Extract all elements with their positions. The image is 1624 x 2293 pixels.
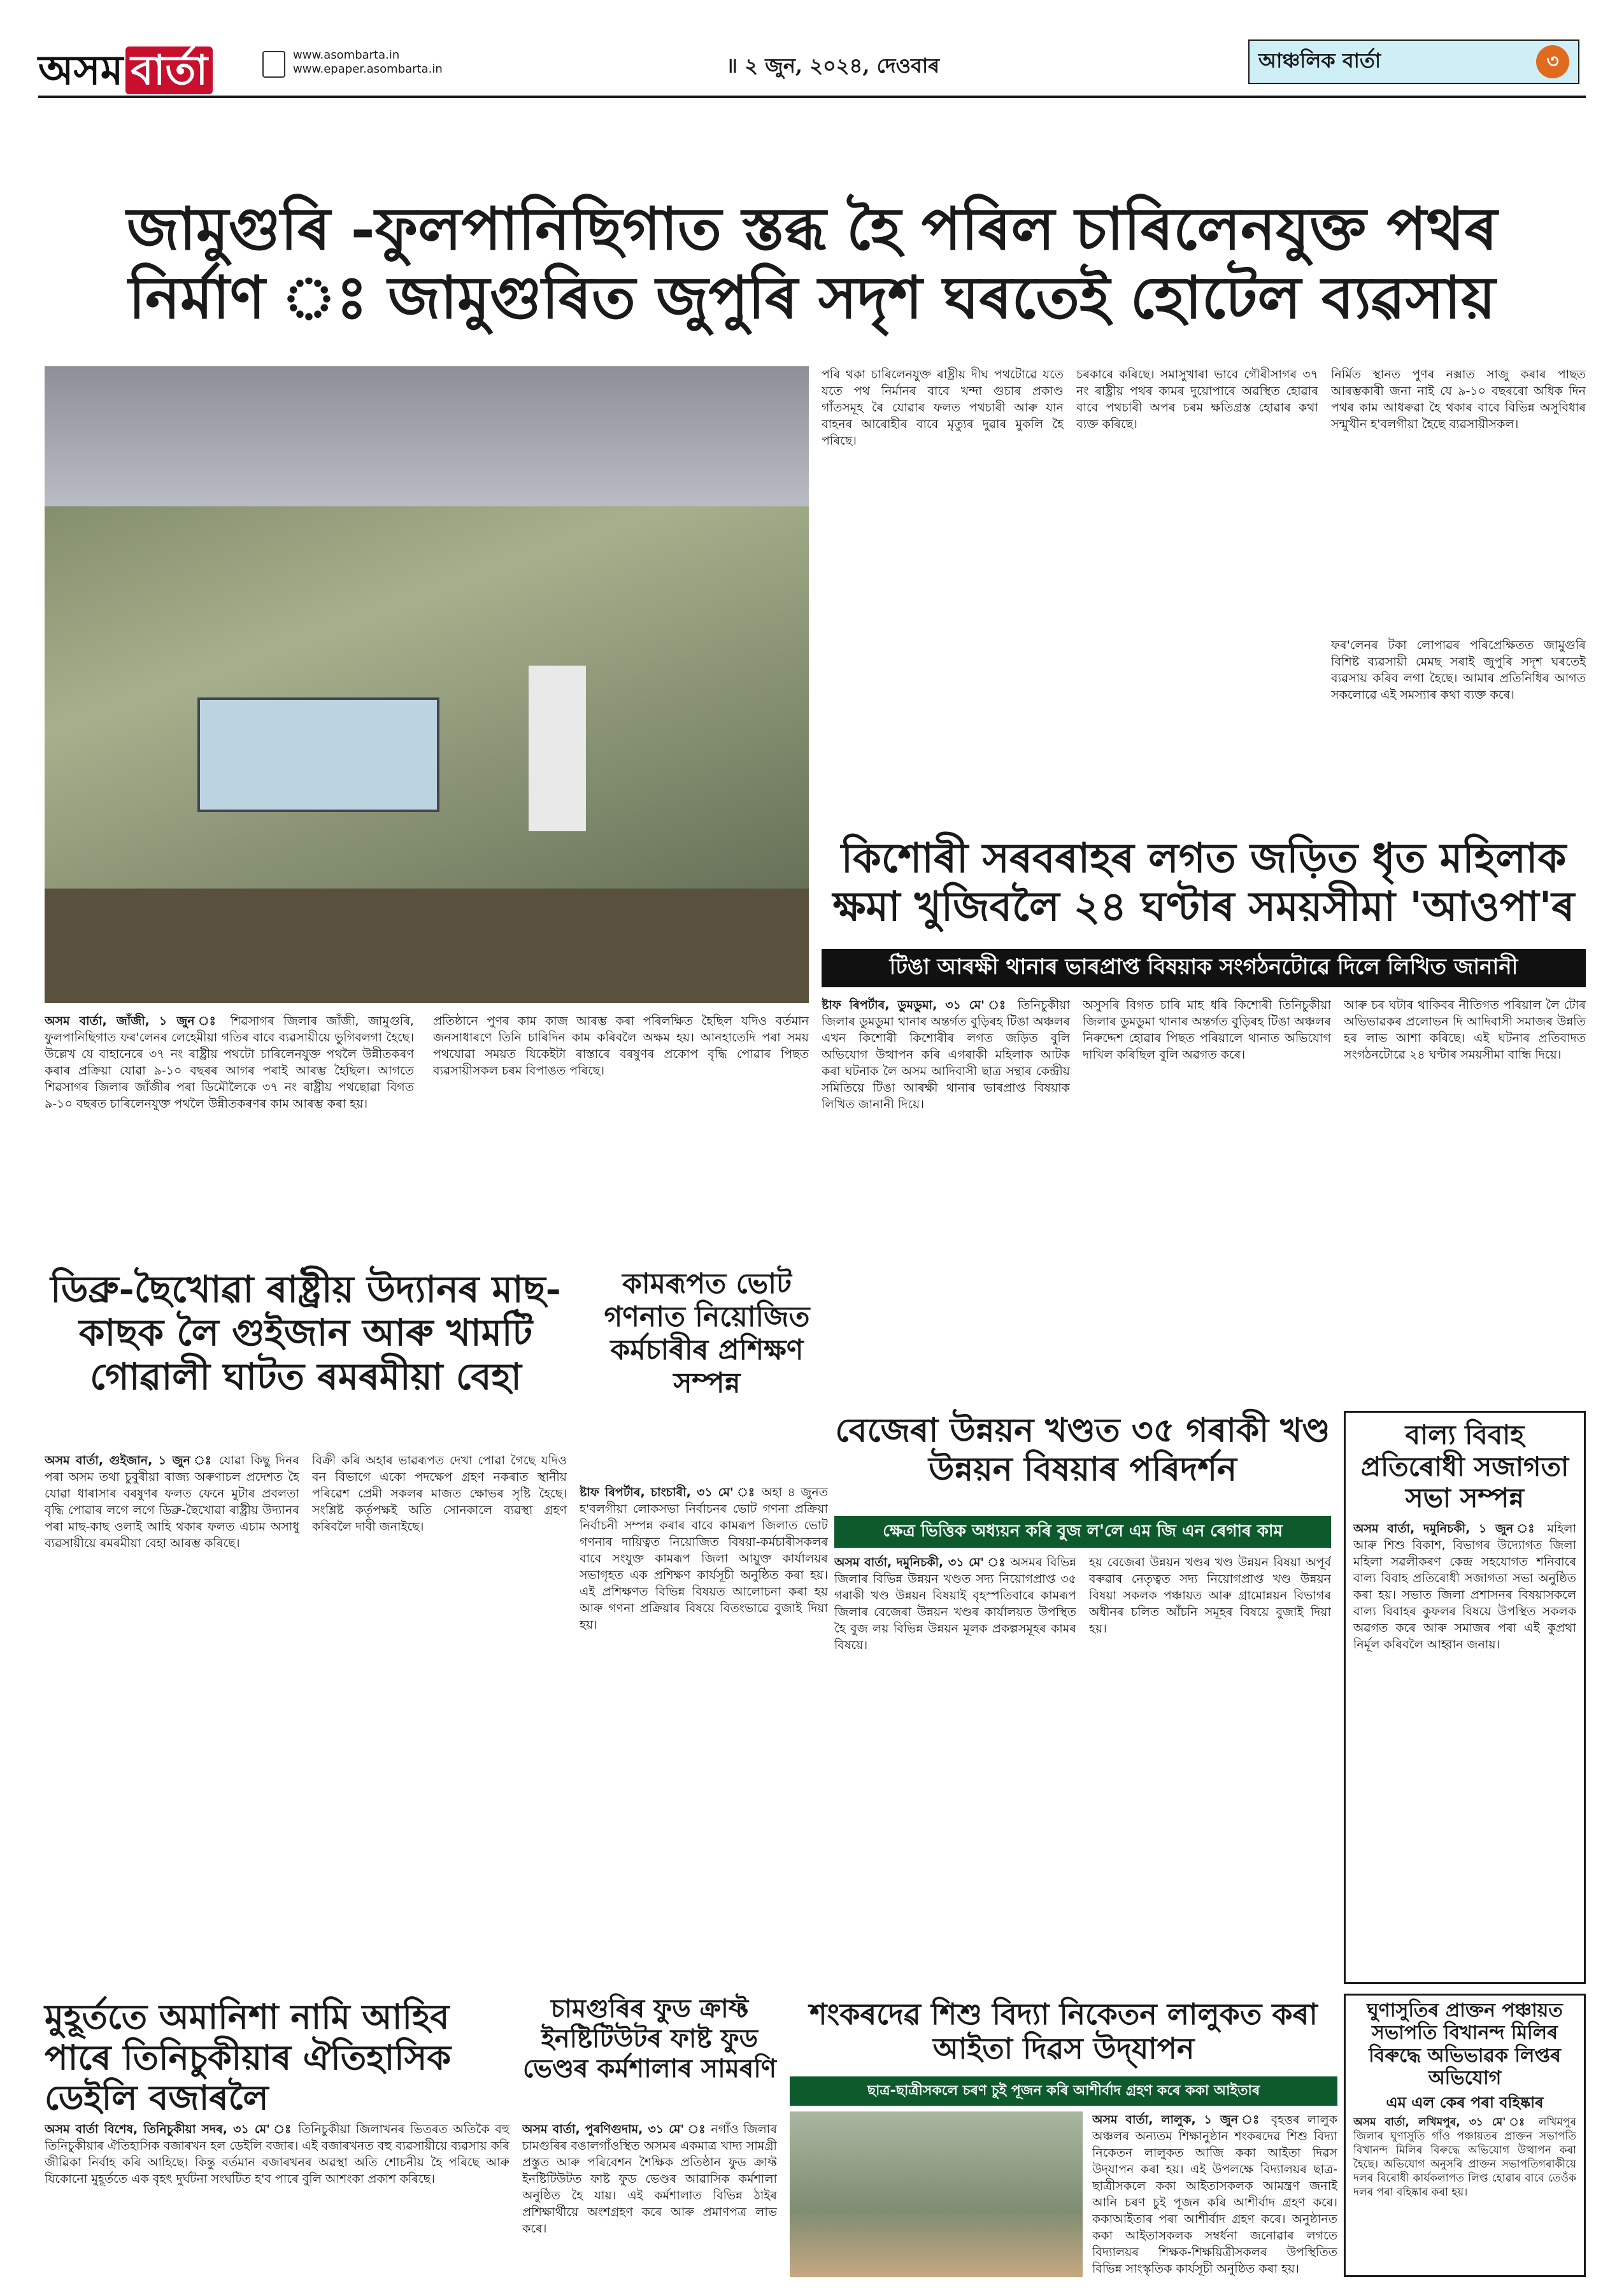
lead-headline[interactable]: জামুগুৰি -ফুলপানিছিগাত স্তব্ধ হৈ পৰিল চাৰিলেনযুক্ত পথৰ নিৰ্মাণ ঃ জামুগুৰিত জুপুৰি সদৃশ ঘৰতেই হোটেল ব্যৱসায় [126, 194, 1498, 332]
balya-byline: অসম বাৰ্তা, দমুনিচকী, ১ জুন ঃ [1353, 1521, 1539, 1536]
shankar-body-2: ককাআইতাৰ পৰা আশীৰ্বাদ গ্ৰহণ কৰে। অনুষ্ঠানত ককা আইতাসকলক সম্বৰ্ধনা জনোৱাৰ লগতে বিদ্যালয়ৰ শিক্ষক-শিক্ষয়িত্ৰীসকলৰ উপস্থিতিত বিভিন্ন সাংস্কৃতিক কাৰ্যসূচী অনুষ্ঠিত কৰা হয়। [1092, 2212, 1337, 2276]
issue-date: ॥ ২ জুন, ২০২৪, দেওবাৰ [726, 54, 940, 78]
shankar-photo [790, 2111, 1083, 2277]
chamguri-headline[interactable]: চামগুৰিৰ ফুড ক্ৰাফ্ট ইনষ্টিটিউটৰ ফাষ্ট ফুড ভেণ্ডৰ কৰ্মশালাৰ সামৰণি [522, 1994, 777, 2084]
shankar-byline: অসম বাৰ্তা, লালুক, ১ জুন ঃ [1092, 2113, 1264, 2127]
bezera-body-1: অসমৰ বিভিন্ন জিলাৰ বিভিন্ন উন্নয়ন খণ্ডত সদ্য নিয়োগপ্ৰাপ্ত ৩৫ গৰাকী খণ্ড উন্নয়ন বিষয়াই বৃহস্পতিবাৰে কামৰূপ জিলাৰ বেজেৰা উন্নয়ন খণ্ডৰ কাৰ্যালয়ত উপস্থিত হৈ বুজ লয় বিভিন্ন উন্নয়ন মূলক প্ৰকল্পসমূহৰ কামৰ বিষয়ে। [834, 1555, 1076, 1652]
kishori-body-3: আৰু চৰ ঘটাৰ থাকিবৰ নীতিগত পৰিয়াল লৈ টোৰ অভিভাৱকৰ প্ৰলোভন দি আদিবাসী সমাজৰ উন্নতি হৰ লাভ আশা কৰিছে। এই ঘটনাৰ প্ৰতিবাদত সংগঠনটোৱে ২৪ ঘণ্টাৰ সময়সীমা বান্ধি দিয়ে। [1344, 998, 1586, 1062]
dibru-headline[interactable]: ডিব্ৰু-ছৈখোৱা ৰাষ্ট্ৰীয় উদ্যানৰ মাছ-কাছক লৈ গুইজান আৰু খামটি গোৱালী ঘাটত ৰমৰমীয়া বেহা [50, 1268, 561, 1398]
bezera-headline[interactable]: বেজেৰা উন্নয়ন খণ্ডত ৩৫ গৰাকী খণ্ড উন্নয়ন বিষয়াৰ পৰিদৰ্শন [835, 1411, 1330, 1489]
lead-body-1: শিৱসাগৰ জিলাৰ জাঁজী, জামুগুৰি, ফুলপানিছিগাত ফৰ'লেনৰ লেহেমীয়া গতিৰ বাবে ব্যৱসায়ীয়ে ভুগিবলগা হৈছে। উল্লেখ যে বাহানেৰে ৩৭ নং ৰাষ্ট্ৰীয় পথটো চাৰিলেনযুক্ত পথলৈ উন্নীতকৰণ কৰাৰ প্ৰক্ৰিয়া যোৱা ৯-১০ বছৰৰ আগৰ পৰাই আৰম্ভ হৈছিল। আগতে শিৱসাগৰ জিলাৰ জাঁজীৰ পৰা ডিমৌলৈকে ৩৭ নং ৰাষ্ট্ৰীয় পথছোৱা বিগত ৯-১০ বছৰত চাৰিলেনযুক্ত পথলৈ উন্নীতকৰণৰ কাম আৰম্ভ কৰা হয়। [45, 1014, 414, 1111]
kishori-headline[interactable]: কিশোৰী সৰবৰাহৰ লগত জড়িত ধৃত মহিলাক ক্ষমা খুজিবলৈ ২৪ ঘণ্টাৰ সময়সীমা 'আওপা'ৰ [832, 834, 1575, 931]
ghunasuti-subhead: এম এল কেৰ পৰা বহিষ্কাৰ [1386, 2092, 1544, 2111]
balya-headline[interactable]: বাল্য বিবাহ প্ৰতিৰোধী সজাগতা সভা সম্পন্ন [1360, 1419, 1569, 1514]
ghunasuti-box [1344, 1994, 1586, 2277]
kishori-body-2: অসুসৰি বিগত চাৰি মাহ ধৰি কিশোৰী তিনিচুকীয়া জিলাৰ ডুমডুমা থানাৰ অন্তৰ্গত বুড়িৰহ টিঙা অঞ্চলৰ নিৰুদ্দেশ হোৱাৰ পিছত পৰিয়ালে থানাত অভিযোগ দাখিল কৰিছিল বুলি অৱগত কৰে। [1083, 998, 1331, 1062]
kishori-subhead: টিঙা আৰক্ষী থানাৰ ভাৰপ্ৰাপ্ত বিষয়াক সংগঠনটোৱে দিলে লিখিত জানানী [822, 949, 1586, 987]
bezera-body-2: হয় বেজেৰা উন্নয়ন খণ্ডৰ খণ্ড উন্নয়ন বিষয়া অপূৰ্ব বৰুৱাৰ নেতৃত্বত সদ্য নিয়োগপ্ৰাপ্ত খণ্ড উন্নয়ন বিষয়া সকলক পঞ্চায়ত আৰু গ্ৰামোন্নয়ন বিভাগৰ অধীনৰ চলিত আঁচনি সমূহৰ বিষয়ে বুজাই দিয়া হয়। [1089, 1555, 1331, 1636]
ghunasuti-headline[interactable]: ঘুণাসুতিৰ প্ৰাক্তন পঞ্চায়ত সভাপতি বিখানন্দ মিলিৰ বিৰুদ্ধে অভিভাৱক লিপ্তৰ অভিযোগ [1367, 1999, 1563, 2090]
kishori-byline: ষ্টাফ ৰিপৰ্টাৰ, ডুমডুমা, ৩১ মে' ঃ [822, 998, 1010, 1012]
section-title: আঞ্চলিক বাৰ্তা [1258, 48, 1381, 73]
masthead-divider [38, 96, 1586, 98]
dibru-body-2: বিক্ৰী কৰি অহাৰ ভাৱৰূপত দেখা পোৱা গৈছে যদিও বন বিভাগে একো পদক্ষেপ গ্ৰহণ নকৰাত স্থানীয় পৰিৱেশ প্ৰেমী সকলৰ মাজত ক্ষোভৰ সৃষ্টি হৈছে। সংশ্লিষ্ট কৰ্তৃপক্ষই অতি সোনকালে ব্যৱস্থা গ্ৰহণ কৰিবলৈ দাবী জনাইছে। [312, 1454, 567, 1534]
balya-body: মহিলা আৰু শিশু বিকাশ, বিভাগৰ উদ্যোগত জিলা মহিলা সৱলীকৰণ কেন্দ্ৰ সহযোগত শনিবাৰে বাল্য বিবাহ প্ৰতিৰোধী সজাগতা সভা অনুষ্ঠিত কৰা হয়। সভাত জিলা প্ৰশাসনৰ বিষয়াসকলে বাল্য বিবাহৰ কুফলৰ বিষয়ে উপস্থিত সকলক অৱগত কৰে আৰু সমাজৰ পৰা এই কুপ্ৰথা নিৰ্মূল কৰিবলৈ আহ্বান জনায়। [1353, 1521, 1576, 1652]
lead-body-3: পৰি থকা চাৰিলেনযুক্ত ৰাষ্ট্ৰীয় দীঘ পথটোৱে যতে যতে পথ নিৰ্মানৰ বাবে খন্দা গুচাৰ প্ৰকাণ্ড গাঁতসমূহ ৰৈ যোৱাৰ ফলত পথচাৰী আৰু যান বাহনৰ আৰোহীৰ বাবে মৃত্যুৰ দুৱাৰ মুকলি হৈ পৰিছে। [822, 368, 1064, 448]
website-link[interactable]: www.asombarta.in [293, 48, 400, 62]
lead-body-5: নিৰ্মিত স্থানত পুণৰ নক্সাত সাজু কৰাৰ পাছত আৰম্ভকাৰী জনা নাই যে ৯-১০ বছৰৰো অধিক দিন পথৰ কাম আধৰুৱা হৈ থকাৰ বাবে বিভিন্ন অসুবিধাৰ সন্মুখীন হ'বলগীয়া হৈছে ব্যৱসায়ীসকল। [1331, 368, 1586, 431]
muhurtat-headline[interactable]: মুহূৰ্ততে অমানিশা নামি আহিব পাৰে তিনিচুকীয়াৰ ঐতিহাসিক ডেইলি বজাৰলৈ [45, 1996, 452, 2118]
muhurtat-body: তিনিচুকীয়া জিলাখনৰ ভিতৰত অতিকৈ বহু তিনিচুকীয়াৰ ঐতিহাসিক বজাৰখন হল ডেইলি বজাৰ। এই বজাৰখনত বহু ব্যৱসায়ীয়ে ব্যৱসায় কৰি জীৱিকা নিৰ্বাহ কৰি আহিছে। কিন্তু বৰ্তমান বজাৰখনৰ অৱস্থা অতি শোচনীয় হৈ পৰিছে আৰু যিকোনো মুহূৰ্ততে এক বৃহৎ দুৰ্ঘটনা সংঘটিত হ'ব পাৰে বুলি আশংকা প্ৰকাশ কৰিছে। [45, 2122, 509, 2186]
shankar-headline[interactable]: শংকৰদেৱ শিশু বিদ্যা নিকেতন লালুকত কৰা আইতা দিৱস উদ্‌যাপন [809, 1997, 1318, 2066]
kamrup-headline[interactable]: কামৰূপত ভোট গণনাত নিয়োজিত কৰ্মচাৰীৰ প্ৰশিক্ষণ সম্পন্ন [604, 1268, 810, 1399]
lead-photo [45, 366, 809, 1003]
bezera-subhead: ক্ষেত্ৰ ভিত্তিক অধ্যয়ন কৰি বুজ ল'লে এম জি এন ৰেগাৰ কাম [834, 1516, 1331, 1548]
lead-body-2: প্ৰতিষ্ঠানে পুণৰ কাম কাজ আৰম্ভ কৰা পৰিলক্ষিত হৈছিল যদিও বৰ্তমান জনসাধাৰণে তিনি চাৰিদিন কাম কৰিবলৈ অক্ষম হয়। আনহাতেদি পৰা সময় পথযোৱা সময়ত যিকেইটা ৰাস্তাৰে বৰষুণৰ প্ৰকোপ বৃদ্ধি পোৱাৰ পিছত ব্যৱসায়ীসকল চৰম বিপাঙত পৰিছে। [433, 1014, 809, 1078]
dibru-body-1: যোৱা কিছু দিনৰ পৰা অসম তথা চুবুৰীয়া ৰাজ্য অৰুণাচল প্ৰদেশত হৈ যোৱা ধাৰাসাৰ বৰষুণৰ ফলত ফেনে মুটাৰ প্ৰবলতা বৃদ্ধি পোৱাৰ লগে লগে ডিব্ৰু-ছৈখোৱা ৰাষ্ট্ৰীয় উদ্যানৰ পৰা মাছ-কাছ ওলাই আহি থকাৰ ফলত এচাম অসাধু ব্যৱসায়ীয়ে ৰমৰমীয়া বেহা আৰম্ভ কৰিছে। [45, 1454, 299, 1550]
balya-box [1344, 1411, 1586, 1984]
muhurtat-byline: অসম বাৰ্তা বিশেষ, তিনিচুকীয়া সদৰ, ৩১ মে' ঃ [45, 2122, 293, 2136]
epaper-link[interactable]: www.epaper.asombarta.in [293, 62, 443, 76]
kamrup-byline: ষ্টাফ ৰিপৰ্টাৰ, চাংচাৰী, ৩১ মে' ঃ [580, 1485, 757, 1499]
bezera-byline: অসম বাৰ্তা, দমুনিচকী, ৩১ মে' ঃ [834, 1555, 1006, 1569]
logo-part2: বাৰ্তা [125, 46, 213, 94]
shankar-subhead: ছাত্ৰ-ছাত্ৰীসকলে চৰণ চুই পূজন কৰি আশীৰ্বাদ গ্ৰহণ কৰে ককা আইতাৰ [790, 2076, 1337, 2106]
lead-byline: অসম বাৰ্তা, জাঁজী, ১ জুন ঃ [45, 1014, 222, 1028]
web-icon [262, 51, 285, 78]
page-number: ৩ [1536, 45, 1569, 78]
chamguri-body: নগাঁও জিলাৰ চামগুৰিৰ বঙালগাঁওস্থিত অসমৰ একমাত্ৰ খাদ্য সামগ্ৰী প্ৰস্তুত আৰু পৰিবেশন শৈক্ষিক প্ৰতিষ্ঠান ফুড ক্ৰাফ্ট ইনষ্টিটিউটত ফাষ্ট ফুড ভেণ্ডৰ আৱাসিক কৰ্মশালা অনুষ্ঠিত হৈ যায়। এই কৰ্মশালাত বিভিন্ন ঠাইৰ প্ৰশিক্ষাৰ্থীয়ে অংশগ্ৰহণ কৰে আৰু প্ৰমাণপত্ৰ লাভ কৰে। [522, 2122, 777, 2236]
shankar-body-1: বৃহত্তৰ লালুক অঞ্চলৰ অন্যতম শিক্ষানুষ্ঠান শংকৰদেৱ শিশু বিদ্যা নিকেতন লালুকত আজি ককা আইতা দিৱস উদ্‌যাপন কৰা হয়। এই উপলক্ষে বিদ্যালয়ৰ ছাত্ৰ-ছাত্ৰীসকলে ককা আইতাসকলক আমন্ত্ৰণ জনাই আনি চৰণ চুই পূজন কৰি আশীৰ্বাদ গ্ৰহণ কৰে। [1092, 2113, 1337, 2210]
kamrup-body: অহা ৪ জুনত হ'বলগীয়া লোকসভা নিৰ্বাচনৰ ভোট গণনা প্ৰক্ৰিয়া নিৰ্বাচনী সম্পন্ন কৰাৰ বাবে কামৰূপ জিলাত ভোট গণনাৰ দায়িত্বত নিয়োজিত বিষয়া-কৰ্মচাৰীসকলৰ বাবে সংযুক্ত কামৰূপ জিলা আয়ুক্ত কাৰ্যালয়ৰ সভাগৃহত এক প্ৰশিক্ষণ কাৰ্যসূচী অনুষ্ঠিত কৰা হয়। এই প্ৰশিক্ষণত বিভিন্ন বিষয়ত আলোচনা কৰা হয় আৰু গণনা প্ৰক্ৰিয়াৰ বিষয়ে বিতংভাৱে বুজাই দিয়া হয়। [580, 1485, 828, 1632]
dibru-byline: অসম বাৰ্তা, গুইজান, ১ জুন ঃ [45, 1454, 213, 1468]
section-header [1248, 39, 1579, 84]
kishori-body-1: তিনিচুকীয়া জিলাৰ ডুমডুমা থানাৰ অন্তৰ্গত বুড়িৰহ টিঙা অঞ্চলৰ এখন কিশোৰী কিশোৰীৰ লগত জড়িত বুলি অভিযোগ উত্থাপন কৰি এগৰাকী মহিলাক আটক কৰা ঘটনাক লৈ অসম আদিবাসী ছাত্ৰ সন্থাৰ কেন্দ্ৰীয় সমিতিয়ে টিঙা আৰক্ষী থানাৰ ভাৰপ্ৰাপ্ত বিষয়াক লিখিত জানানী দিয়ে। [822, 998, 1070, 1111]
ghunasuti-byline: অসম বাৰ্তা, লখিমপুৰ, ৩১ মে' ঃ [1353, 2115, 1530, 2129]
lead-body-6: ফৰ'লেনৰ টকা লোপাৱৰ পৰিপ্ৰেক্ষিতত জামুগুৰি বিশিষ্ট ব্যৱসায়ী মেমছ সৰাই জুপুৰি সদৃশ ঘৰতেই ব্যৱসায় কৰিব লগা হৈছে। আমাৰ প্ৰতিনিধিৰ আগত সকলোৱে এই সমস্যাৰ কথা ব্যক্ত কৰে। [1331, 638, 1586, 702]
chamguri-byline: অসম বাৰ্তা, পুৰণিগুদাম, ৩১ মে' ঃ [522, 2122, 706, 2136]
ghunasuti-body: লখিমপুৰ জিলাৰ ঘুণাসুতি গাঁও পঞ্চায়তৰ প্ৰাক্তন সভাপতি বিখানন্দ মিলিৰ বিৰুদ্ধে অভিযোগ উত্থাপন কৰা হৈছে। অভিযোগ অনুসৰি প্ৰাক্তন সভাপতিগৰাকীয়ে দলৰ বিৰোধী কাৰ্যকলাপত লিপ্ত হোৱাৰ বাবে তেওঁক দলৰ পৰা বহিষ্কাৰ কৰা হয়। [1353, 2115, 1576, 2199]
logo-part1: অসম [38, 46, 124, 94]
lead-body-4: চৰকাৰে কৰিছে। সমাসুখাৰা ভাবে গৌৰীসাগৰ ৩৭ নং ৰাষ্ট্ৰীয় পথৰ কামৰ দুয়োপাৰে অৱস্থিত হোৱাৰ বাবে পথচাৰী অপৰ চৰম ক্ষতিগ্ৰস্ত হোৱাৰ কথা ব্যক্ত কৰিছে। [1076, 368, 1318, 431]
